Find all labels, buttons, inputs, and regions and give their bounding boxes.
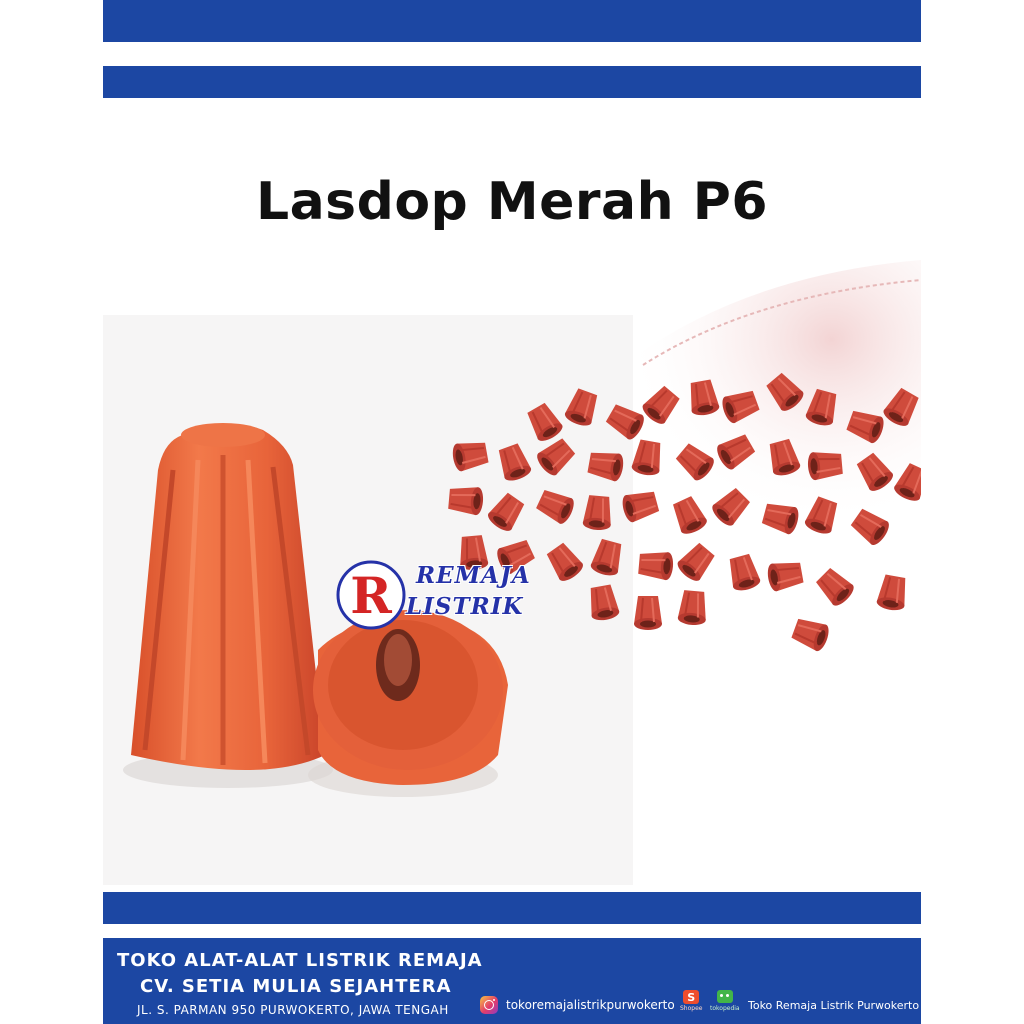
- wire-connector-opening: [308, 610, 508, 797]
- store-address: JL. S. PARMAN 950 PURWOKERTO, JAWA TENGAH: [137, 1003, 449, 1017]
- tokopedia-label: tokopedia: [710, 1005, 740, 1012]
- instagram-handle: [480, 994, 675, 1016]
- tokopedia-badge: [710, 990, 740, 1012]
- shop-name: TOKO ALAT-ALAT LISTRIK REMAJA: [117, 950, 483, 971]
- product-title: Lasdop Merah P6: [255, 172, 769, 232]
- logo-line-1: REMAJA: [416, 562, 531, 589]
- bottom-stripe: [103, 892, 921, 924]
- top-band: [103, 0, 921, 42]
- logo-r-icon: [336, 555, 406, 635]
- shopee-icon: S: [683, 990, 699, 1004]
- shopee-badge: [680, 990, 702, 1012]
- top-stripe: [103, 66, 921, 98]
- tokopedia-store-name: Toko Remaja Listrik Purwokerto: [748, 998, 920, 1012]
- company-name: CV. SETIA MULIA SEJAHTERA: [140, 976, 452, 997]
- tokopedia-icon: [717, 990, 733, 1003]
- instagram-text: tokoremajalistrikpurwokerto: [506, 998, 675, 1012]
- shopee-label: Shopee: [680, 1005, 703, 1012]
- store-logo: [336, 555, 546, 635]
- logo-initial: R: [350, 566, 392, 625]
- instagram-icon: [480, 996, 498, 1014]
- logo-line-2: LISTRIK: [406, 593, 524, 620]
